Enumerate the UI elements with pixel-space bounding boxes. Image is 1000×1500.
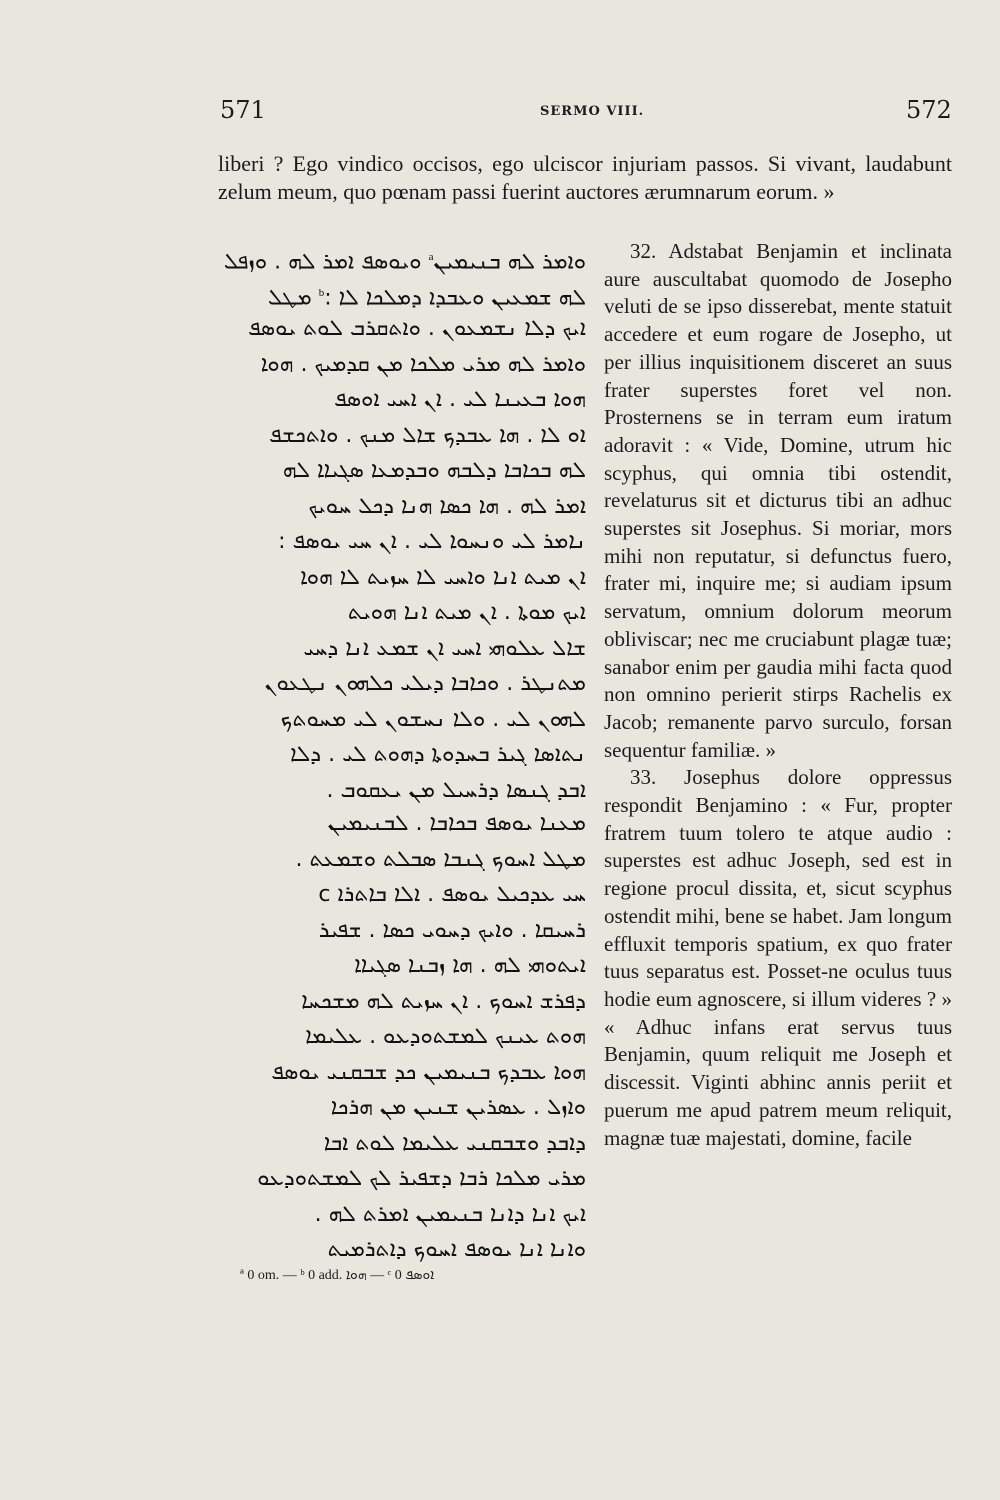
- syriac-line: [218, 948, 586, 984]
- syriac-line: [218, 418, 586, 454]
- syriac-line: [218, 702, 586, 738]
- syriac-line-text: ܕܦܪܫ ܐܚܘܟ . ܐܢ ܚܙܝܬ ܠܗ ܡܫܟܚܐ: [301, 988, 586, 1014]
- syriac-line-text: c: [318, 882, 338, 907]
- page-header: [0, 96, 1000, 136]
- syriac-line: [218, 806, 586, 842]
- syriac-line-text: ܢܐܡܪ ܠܝ ܘܢܚܘܐ ܠܝ . ܐܢ ܚܝ ܝܘܣܦ :: [278, 529, 586, 554]
- syriac-line: [218, 737, 586, 773]
- syriac-line: [218, 1126, 586, 1162]
- syriac-line-text: ܠܗ ܫܡܥܝܢ ܘܥܒܕܐ ܕܡܠܟܐ ܠܐ :: [324, 284, 586, 310]
- syriac-line: [218, 1019, 586, 1055]
- syriac-line-text: ܐܡܪ ܠܗ . ܗܐ ܟܣܐ ܗܢܐ ܕܟܠ ܚܘܝܟ: [308, 493, 586, 519]
- intro-paragraph: liberi ? Ego vindico occisos, ego ulciscor injuriam passos. Si vivant, laudabunt zelum meum, quo pœnam passi fuerint auctores ærumnarum eorum. »: [218, 151, 952, 204]
- syriac-line: [218, 631, 586, 667]
- syriac-line-text: ܐܝܬܘܗܝ ܠܗ . ܗܐ ܙܒܢܐ ܣܓܝܐܐ: [354, 953, 586, 978]
- syriac-line: [218, 560, 586, 596]
- syriac-line-text: ܠܗ ܒܟܐܒܐ ܕܠܒܗ ܘܒܕܡܥܐ ܣܓܝܐܐ ܠܗ: [282, 458, 586, 483]
- syriac-line-text: ܐܝܟ ܕܠܐ ܢܫܡܥܘܢ . ܘܐܬܩܪܒ ܠܘܬ ܝܘܣܦ: [247, 316, 586, 341]
- left-page-number: 571: [220, 96, 266, 124]
- syriac-line-text: ܠܗܘܢ ܠܝ . ܘܠܐ ܢܚܫܘܢ ܠܝ ܡܚܘܬܟ: [280, 706, 586, 732]
- syriac-text-block-1: [218, 240, 586, 808]
- footnote-marker: b: [318, 286, 325, 299]
- syriac-line: [218, 240, 586, 276]
- syriac-line: [218, 595, 586, 631]
- syriac-line-text: ܡܛܠ: [267, 284, 319, 310]
- syriac-line-text: ܗܘܐ ܒܥܝܢܐ ܠܝ . ܐܢ ܐܚܝ ܐܘܣܦ: [333, 387, 586, 412]
- footnote: ª 0 om. — ᵇ 0 add. ܗܘܐ — ᶜ 0 ܐܘܣܦ: [240, 1268, 435, 1283]
- syriac-line-text: ܢܬܐܣܐ ܓܝܪ ܒܚܕܘܬܐ ܕܗܘܬ ܠܝ . ܕܠܐ: [290, 742, 586, 767]
- syriac-line-text: ܐܝܟ ܡܘܬܐ . ܐܢ ܡܝܬ ܐܢܐ ܗܘܝܬ: [347, 600, 586, 625]
- syriac-line: [218, 382, 586, 418]
- latin-paragraph-33: 33. Josephus dolore oppressus respondit Benjamino : « Fur, propter fratrem tuum tolero te atque audio : superstes est adhuc Joseph, sed est in regione procul dissita, et, sicut scyphus ostendit mihi, bene se habet. Jam longum effluxit temporis spatium, ex quo frater tuus separatus est. Posset-ne oculus tuus hodie eum agnoscere, si illum videres ? » « Adhuc infans erat servus tuus Benjamin, quum reliquit me Joseph et discessit. Viginti abhinc annis periit et puerum me apud patrem meum reliquit, magnæ tuæ majestati, domine, facile: [604, 765, 952, 1150]
- syriac-line-text: ܐܢ ܡܝܬ ܐܢܐ ܘܐܚܝ ܠܐ ܚܙܝܬ ܠܐ ܗܘܐ: [300, 564, 586, 590]
- syriac-line-text: ܪܚܝܩܐ . ܘܐܝܟ ܕܚܘܝ ܟܣܐ . ܫܦܝܪ: [318, 917, 586, 943]
- right-page-number: 572: [906, 96, 952, 124]
- syriac-line-text: ܘܝܘܣܦ ܐܡܪ ܠܗ . ܘܙܦܠ: [223, 249, 429, 275]
- syriac-line-text: ܗܘܬ ܥܝܢܟ ܠܡܫܬܘܕܥܘ . ܥܠܝܡܐ: [305, 1024, 586, 1049]
- syriac-line: [218, 1197, 586, 1233]
- syriac-line-text: ܡܛܠ ܐܚܘܟ ܓܢܒܐ ܣܒܠܬ ܘܫܡܥܬ .: [295, 846, 586, 872]
- syriac-line: [218, 913, 586, 949]
- syriac-text-block-2: [218, 806, 586, 1268]
- syriac-line: [218, 489, 586, 525]
- syriac-line: [218, 773, 586, 809]
- footnote-marker: a: [428, 251, 434, 263]
- syriac-line: [218, 1090, 586, 1126]
- syriac-line-text: ܐܒܕ ܓܢܣܐ ܕܪܚܝܠ ܡܢ ܝܥܩܘܒ .: [326, 777, 586, 803]
- syriac-line-text: ܫܐܠ ܥܠܘܗܝ ܐܚܝ ܐܢ ܫܡܥ ܐܢܐ ܕܚܝ: [303, 635, 586, 661]
- syriac-line-text: ܡܪܝ ܡܠܟܐ ܪܒܐ ܕܫܦܝܪ ܠܟ ܠܡܫܬܘܕܥܘ: [257, 1166, 586, 1191]
- latin-translation: [604, 238, 952, 1152]
- syriac-line-text: ܚܝ ܥܕܟܝܠ ܝܘܣܦ . ܐܠܐ ܒܐܬܪܐ: [337, 882, 586, 907]
- syriac-line-text: ܘܐܡܪ ܠܗ ܡܪܝ ܡܠܟܐ ܡܢ ܩܕܡܝܟ . ܗܘܐ: [260, 351, 586, 377]
- syriac-line: [218, 311, 586, 347]
- syriac-line-text: ܗܘܐ ܥܒܕܟ ܒܢܝܡܝܢ ܟܕ ܫܒܩܢܝ ܝܘܣܦ: [271, 1059, 586, 1085]
- syriac-line: [218, 877, 586, 913]
- syriac-line: [218, 842, 586, 878]
- syriac-line: [218, 984, 586, 1020]
- syriac-line-text: ܡܬܢܛܪ . ܘܟܐܒܐ ܕܝܠܝ ܟܠܗܘܢ ܢܛܥܘܢ: [264, 671, 586, 696]
- syriac-line-text: ܡܥܢܐ ܝܘܣܦ ܒܟܐܒܐ . ܠܒܢܝܡܝܢ: [327, 811, 586, 836]
- syriac-line: [218, 453, 586, 489]
- syriac-line-text: ܘܐܢܐ ܐܢܐ ܝܘܣܦ ܐܚܘܟ ܕܐܬܪܡܝܬ: [327, 1237, 586, 1262]
- syriac-line-text: ܐܝܟ ܐܢܐ ܕܐܢܐ ܒܢܝܡܝܢ ܐܡܪܬ ܠܗ .: [314, 1201, 586, 1227]
- syriac-line: [218, 1055, 586, 1091]
- latin-paragraph-32: 32. Adstabat Benjamin et inclinata aure auscultabat quomodo de Josepho veluti de se ipso disserebat, mente statuit accedere et eum rogare de Josepho, ut per illius inquisitionem disceret an suus frater superstes foret vel non. Prosternens se in terram eum iratum adoravit : « Vide, Domine, utrum hic scyphus, qui omnia tibi ostendit, revelaturus sit et dicturus tibi an adhuc superstes sit Josephus. Si moriar, mors mihi non reputatur, si defunctus fuero, frater mi, inquire me; si audiam ipsum servatum, omnium dolorum meorum obliviscar; nec me cruciabunt plagæ tuæ; sanabor enim per gaudia mihi facta quod non omnino perierit stirps Rachelis ex Jacob; remanente parvo surculo, forsan sequentur familiæ. »: [604, 239, 952, 762]
- syriac-line-text: ܕܐܒܕ ܘܫܒܩܢܝ ܥܠܝܡܐ ܠܘܬ ܐܒܐ: [323, 1130, 586, 1156]
- syriac-line-text: ܘܐܙܠ . ܥܣܪܝܢ ܫܢܝܢ ܡܢ ܗܪܟܐ: [330, 1095, 586, 1120]
- syriac-line-text: ܘܐܡܪ ܠܗ ܒܢܝܡܝܢ: [433, 249, 586, 275]
- syriac-line: [218, 347, 586, 383]
- syriac-line-text: ܐܘ ܠܐ . ܗܐ ܥܒܕܟ ܫܐܠ ܡܢܟ . ܘܐܬܟܫܦ: [268, 422, 586, 448]
- syriac-line: [218, 276, 586, 312]
- syriac-line: [218, 1161, 586, 1197]
- syriac-line: [218, 666, 586, 702]
- syriac-line: [218, 1232, 586, 1268]
- running-title: SERMO VIII.: [540, 104, 645, 119]
- syriac-line: [218, 524, 586, 560]
